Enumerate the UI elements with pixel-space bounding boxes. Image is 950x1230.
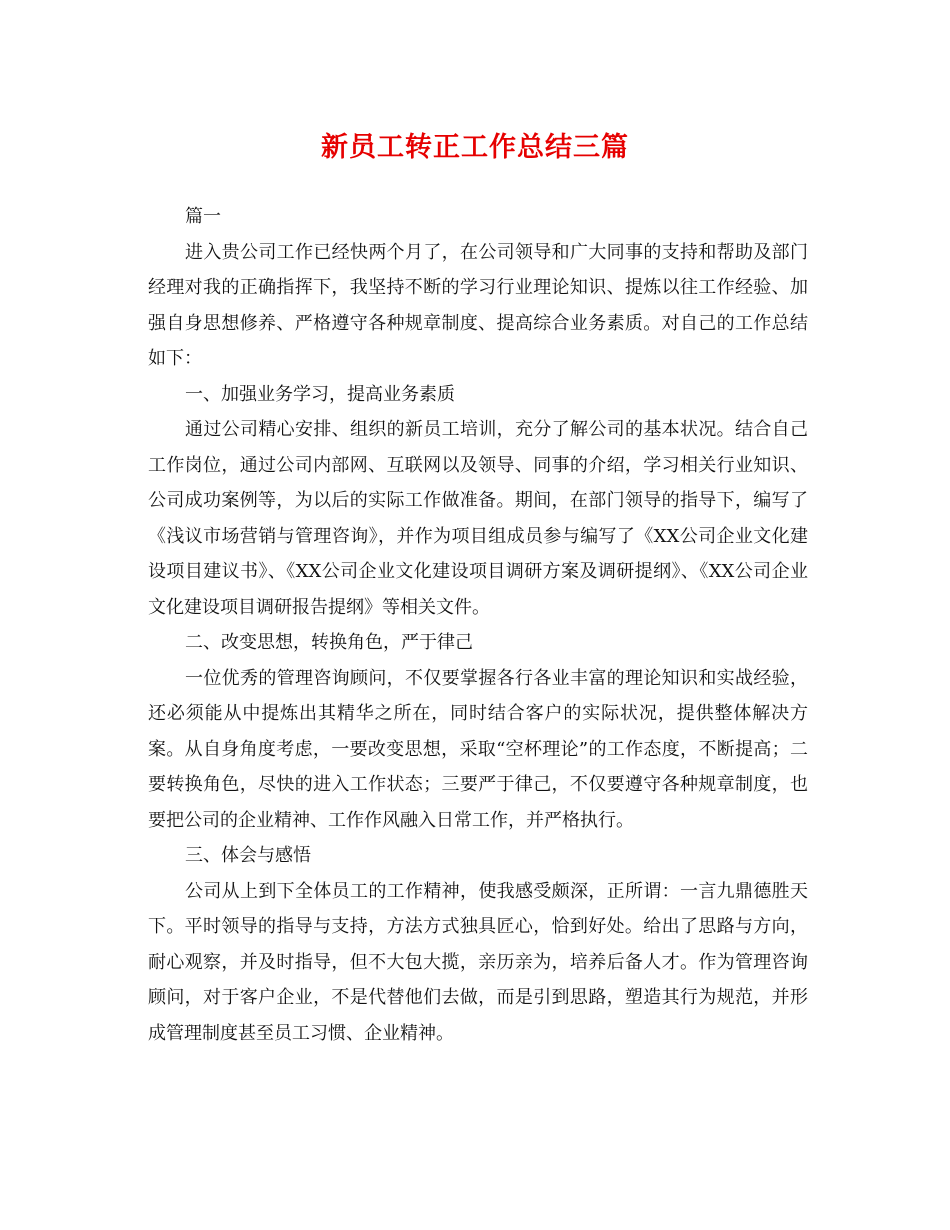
paragraph-3: 公司从上到下全体员工的工作精神，使我感受颇深，正所谓：一言九鼎德胜天下。平时领导的指导与支持，方法方式独具匠心，恰到好处。给出了思路与方向，耐心观察，并及时指导，但不大包大揽，亲历亲为，培养后备人才。作为管理咨询顾问，对于客户企业，不是代替他们去做，而是引到思路，塑造其行为规范，并形成管理制度甚至员工习惯、企业精神。 <box>148 880 808 1044</box>
paragraph-1: 通过公司精心安排、组织的新员工培训，充分了解公司的基本状况。结合自己工作岗位，通过公司内部网、互联网以及领导、同事的介绍，学习相关行业知识、公司成功案例等，为以后的实际工作做准备。期间，在部门领导的指导下，编写了《浅议市场营销与管理咨询》，并作为项目组成员参与编写了《XX公司企业文化建设项目建议书》、《XX公司企业文化建设项目调研方案及调研提纲》、《XX公司企业文化建设项目调研报告提纲》等相关文件。 <box>148 419 808 618</box>
paragraph-2: 一位优秀的管理咨询顾问，不仅要掌握各行各业丰富的理论知识和实战经验，还必须能从中提炼出其精华之所在，同时结合客户的实际状况，提供整体解决方案。从自身角度考虑，一要改变思想，采取“空杯理论”的工作态度，不断提高；二要转换角色，尽快的进入工作状态；三要严于律己，不仅要遵守各种规章制度，也要把公司的企业精神、工作作风融入日常工作，并严格执行。 <box>148 667 808 831</box>
section-heading-part-one: 篇一 <box>185 206 221 227</box>
section-heading-1: 一、加强业务学习，提高业务素质 <box>185 383 455 405</box>
document-title: 新员工转正工作总结三篇 <box>321 132 629 163</box>
section-heading-2: 二、改变思想，转换角色，严于律己 <box>185 632 473 653</box>
document-body <box>148 199 808 1051</box>
paragraph-intro: 进入贵公司工作已经快两个月了，在公司领导和广大同事的支持和帮助及部门经理对我的正确指挥下，我坚持不断的学习行业理论知识、提炼以往工作经验、加强自身思想修养、严格遵守各种规章制度、提高综合业务素质。对自己的工作总结如下： <box>148 241 808 369</box>
section-heading-3: 三、体会与感悟 <box>185 845 311 866</box>
